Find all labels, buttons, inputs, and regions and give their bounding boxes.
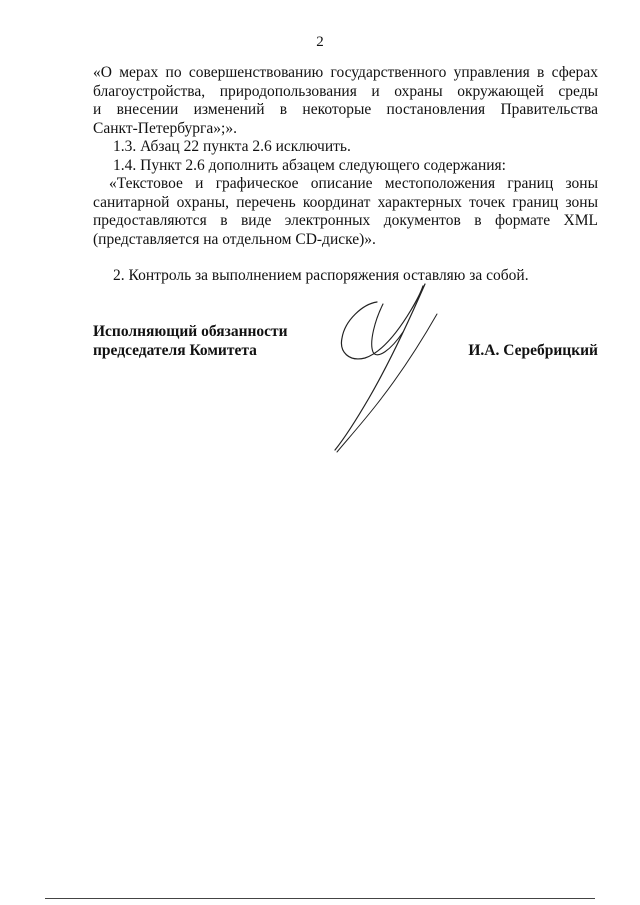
- new-paragraph-line-4: (представляется на отдельном CD-диске)».: [93, 230, 376, 248]
- item-1-4: 1.4. Пункт 2.6 дополнить абзацем следующего содержания:: [113, 156, 506, 174]
- handwritten-signature: [325, 280, 455, 455]
- item-1-3: 1.3. Абзац 22 пункта 2.6 исключить.: [113, 138, 351, 155]
- document-body: [93, 64, 598, 286]
- new-paragraph-line-2: санитарной охраны, перечень координат характерных точек границ зоны: [93, 193, 598, 211]
- page-number: 2: [316, 34, 324, 50]
- paragraph-gap: [93, 249, 598, 267]
- new-paragraph-line-3: предоставляются в виде электронных документов в формате XML: [93, 212, 598, 229]
- signer-position-line-1: Исполняющий обязанности: [93, 323, 288, 340]
- signer-position-line-2: председателя Комитета: [93, 342, 257, 359]
- item-2: 2. Контроль за выполнением распоряжения оставляю за собой.: [113, 267, 529, 284]
- signer-name: И.А. Серебрицкий: [468, 342, 598, 359]
- new-paragraph-line-1: «Текстовое и графическое описание местоположения границ зоны: [109, 175, 598, 192]
- footer-rule: [45, 898, 595, 899]
- quote-line-4: Санкт-Петербурга»;».: [93, 119, 237, 137]
- quote-line-3: и внесении изменений в некоторые постановления Правительства: [93, 101, 598, 118]
- quote-line-1: «О мерах по совершенствованию государственного управления в сферах: [93, 64, 598, 81]
- signature-block: [93, 322, 598, 362]
- quote-line-2: благоустройства, природопользования и охраны окружающей среды: [93, 82, 598, 100]
